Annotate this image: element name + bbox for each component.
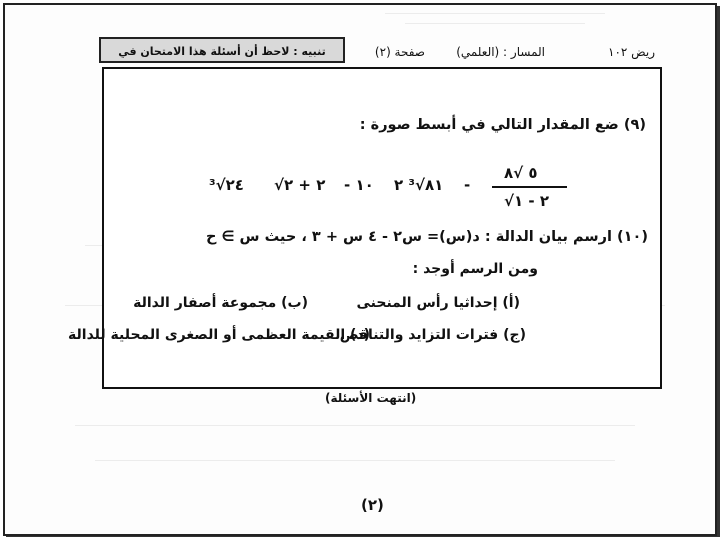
term-sqrt2-plus-2: √٢ + ٢ (274, 176, 326, 194)
page-label: صفحة (٢) (374, 45, 425, 59)
minus-sign: - (464, 176, 471, 194)
term-minus-10: - ١٠ (344, 176, 374, 194)
part-b: (ب) مجموعة أصفار الدالة (133, 295, 308, 311)
page-frame (3, 3, 717, 536)
page-header (5, 35, 715, 65)
term-cuberoot-24: ³√٢٤ (209, 176, 244, 194)
track-label: المسار : (العلمي) (456, 45, 545, 59)
term-cuberoot-81: ٢ ³√٨١ (394, 176, 444, 194)
math-expression (204, 164, 564, 214)
notice-box: تنبيه : لاحظ أن أسئلة هذا الامتحان في (99, 37, 345, 63)
page-number: (٢) (361, 496, 384, 514)
course-code: ريض ١٠٢ (608, 45, 655, 59)
from-graph-label: ومن الرسم أوجد : (412, 261, 538, 277)
part-a: (أ) إحداثيا رأس المنحنى (356, 295, 520, 311)
fraction-bar (492, 186, 567, 188)
fraction-denominator: √٢ - ١ (504, 192, 549, 210)
part-d: (د) القيمة العظمى أو الصغرى المحلية للدالة (68, 327, 370, 343)
end-of-questions: (انتهت الأسئلة) (325, 391, 417, 405)
questions-box (68, 67, 662, 389)
part-c: (ج) فترات التزايد والتناقص (339, 327, 526, 343)
question-9: (٩) ضع المقدار التالي في أبسط صورة : (359, 117, 646, 133)
question-10: (١٠) ارسم بيان الدالة : د(س)= س٢ - ٤ س + ٣ ، حيث س ∋ ح (205, 229, 648, 245)
fraction-numerator: ٥ √٨ (504, 164, 538, 182)
